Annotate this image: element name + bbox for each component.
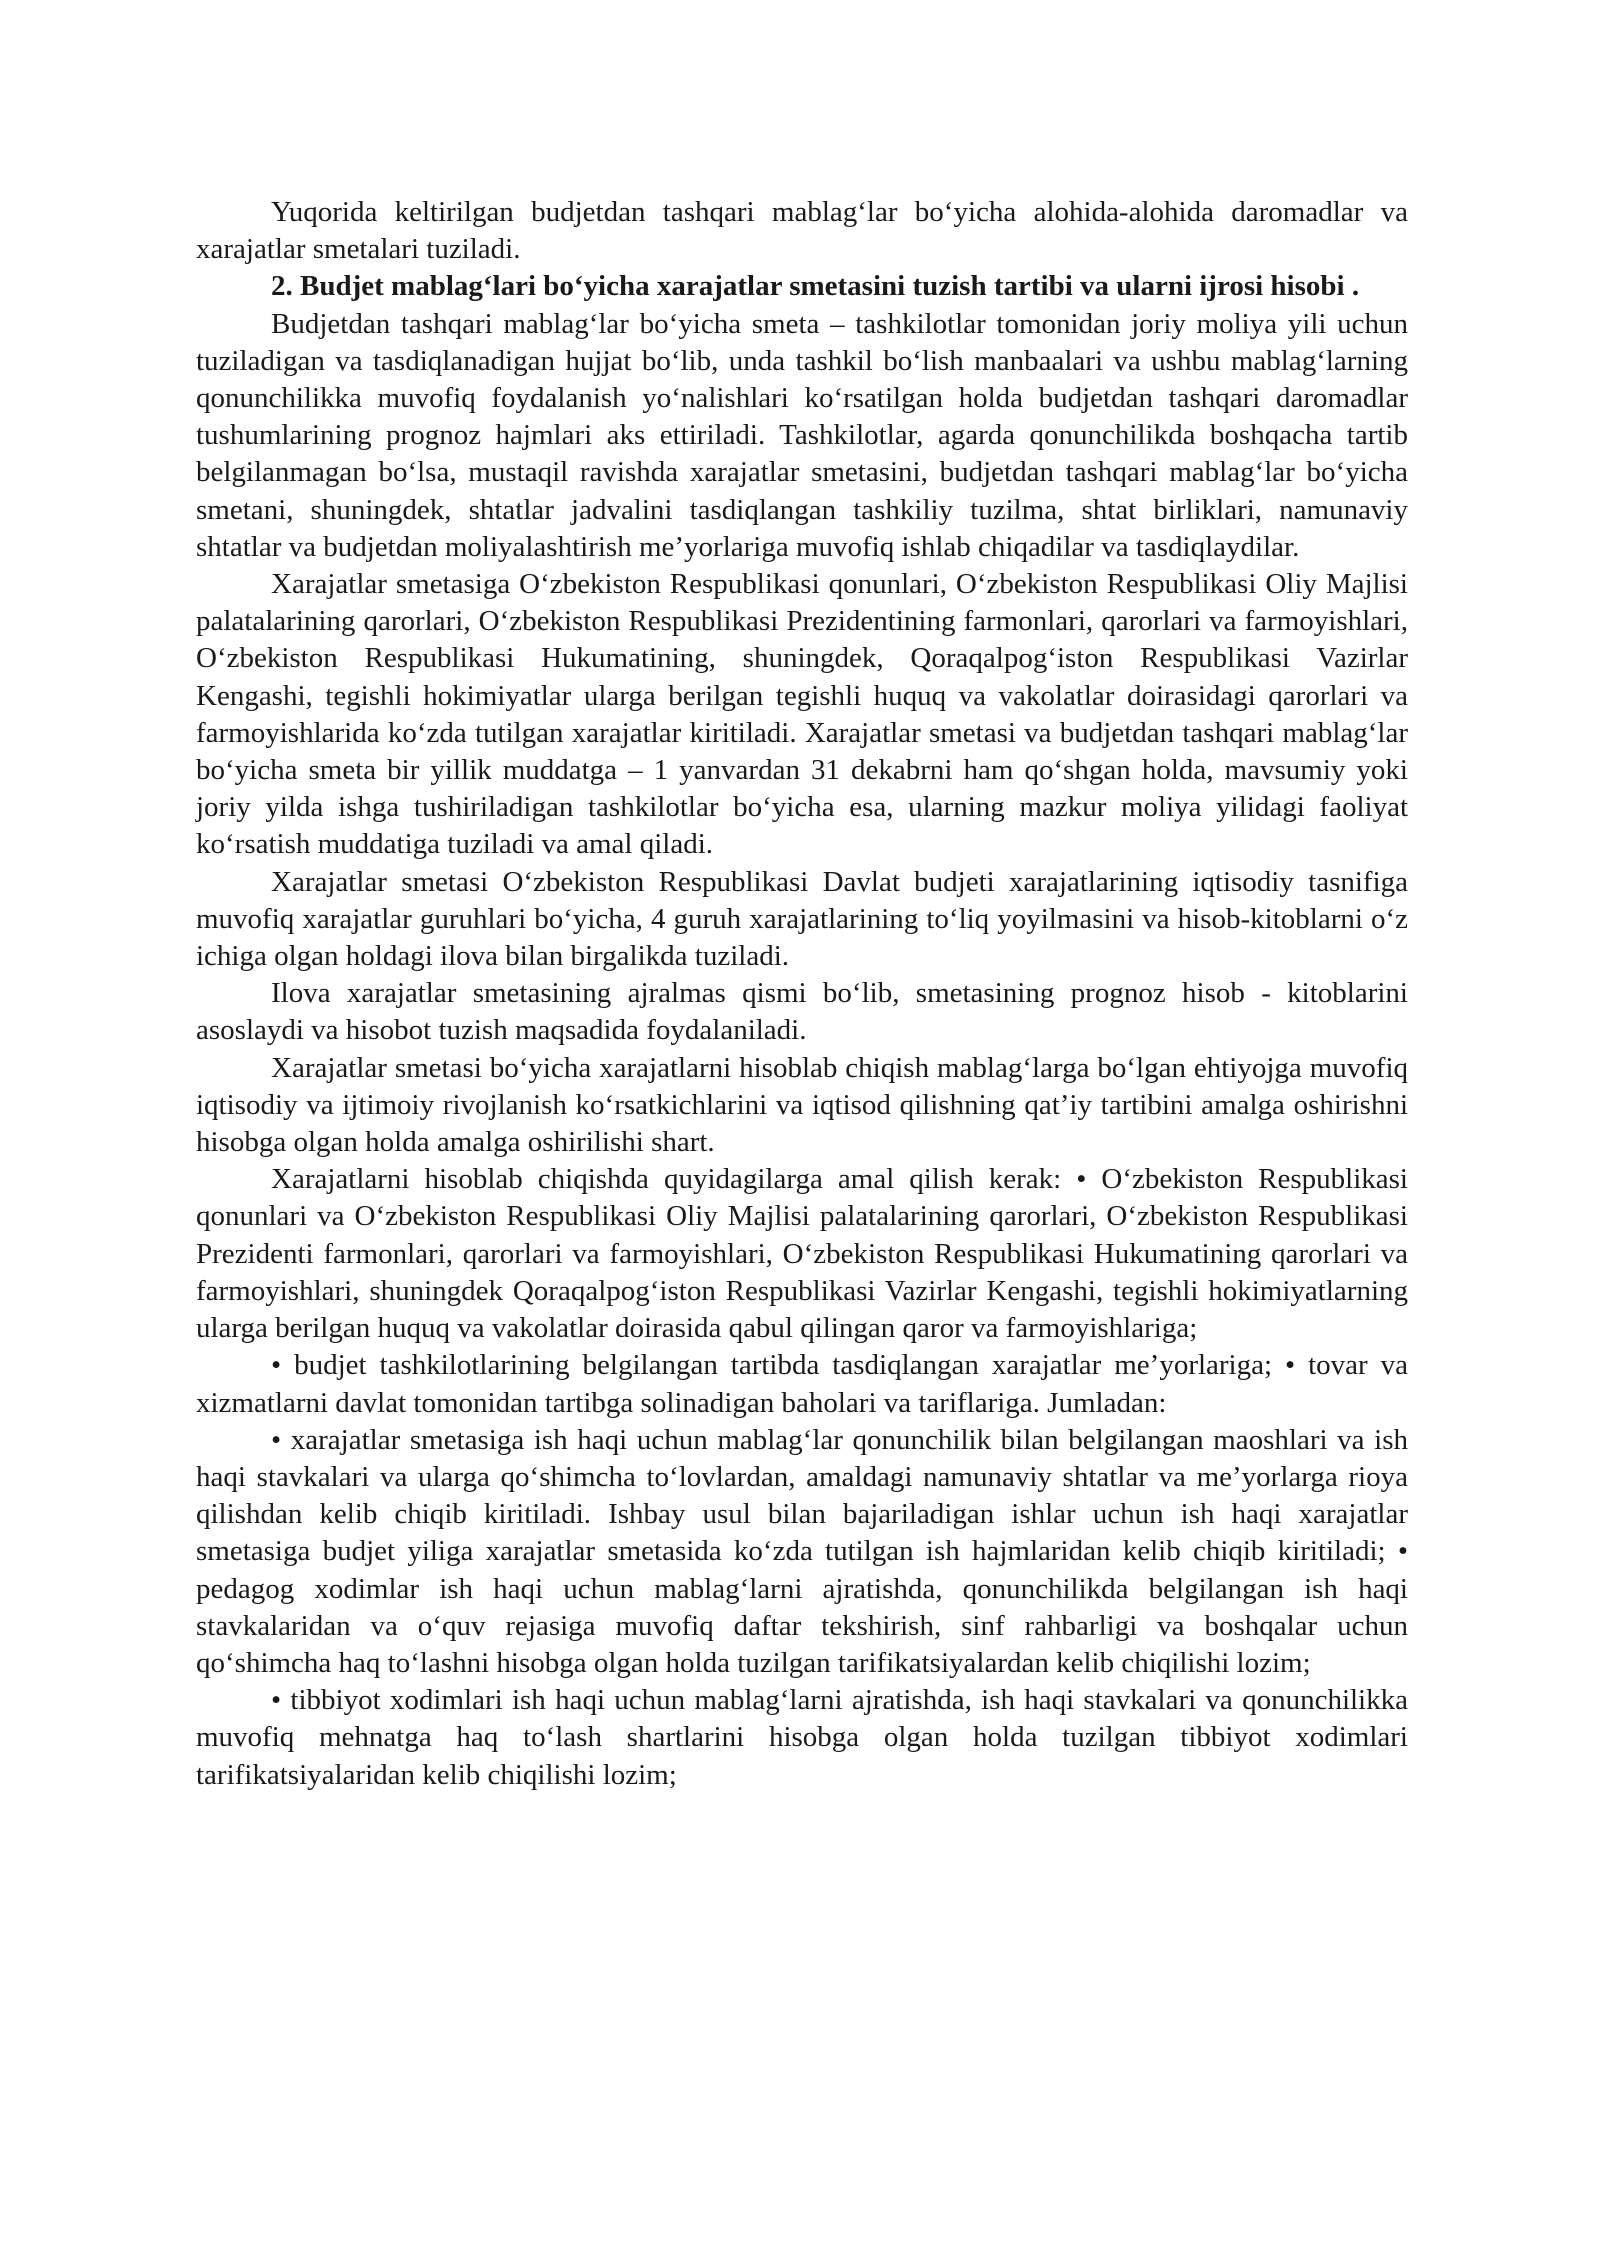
- paragraph-appendix: Ilova xarajatlar smetasining ajralmas qismi bo‘lib, smetasining prognoz hisob - kitoblarini asoslaydi va hisobot tuzish maqsadida foydalaniladi.: [196, 977, 1408, 1047]
- paragraph-calculation: Xarajatlar smetasi bo‘yicha xarajatlarni hisoblab chiqish mablag‘larga bo‘lgan ehtiyojga muvofiq iqtisodiy va ijtimoiy rivojlanish ko‘rsatkichlarini va iqtisod qilishning qat’iy tartibini amalga oshirishni hisobga olgan holda amalga oshirilishi shart.: [196, 1051, 1408, 1159]
- paragraph-intro: Yuqorida keltirilgan budjetdan tashqari mablag‘lar bo‘yicha alohida-alohida daromadlar va xarajatlar smetalari tuziladi.: [196, 196, 1408, 266]
- paragraph-calculation-rules: Xarajatlarni hisoblab chiqishda quyidagilarga amal qilish kerak: • O‘zbekiston Respublikasi qonunlari va O‘zbekiston Respublikasi Oliy Majlisi palatalarining qarorlari, O‘zbekiston Respublikasi Prezidenti farmonlari, qarorlari va farmoyishlari, O‘zbekiston Respublikasi Hukumatining qarorlari va farmoyishlari, shuningdek Qoraqalpog‘iston Respublikasi Vazirlar Kengashi, tegishli hokimiyatlarning ularga berilgan huquq va vakolatlar doirasida qabul qilingan qaror va farmoyishlariga;: [196, 1163, 1408, 1345]
- bullet-medical-staff: • tibbiyot xodimlari ish haqi uchun mablag‘larni ajratishda, ish haqi stavkalari va qonunchilikka muvofiq mehnatga haq to‘lash shartlarini hisobga olgan holda tuzilgan tibbiyot xodimlari tarifikatsiyalaridan kelib chiqilishi lozim;: [196, 1684, 1408, 1791]
- paragraph-smeta-classification: Xarajatlar smetasi O‘zbekiston Respublikasi Davlat budjeti xarajatlarining iqtisodiy tasnifiga muvofiq xarajatlar guruhlari bo‘yicha, 4 guruh xarajatlarining to‘liq yoyilmasini va hisob-kitoblarni o‘z ichiga olgan holdagi ilova bilan birgalikda tuziladi.: [196, 865, 1408, 973]
- paragraph-smeta-definition: Budjetdan tashqari mablag‘lar bo‘yicha smeta – tashkilotlar tomonidan joriy moliya yili uchun tuziladigan va tasdiqlanadigan hujjat bo‘lib, unda tashkil bo‘lish manbaalari va ushbu mablag‘larning qonunchilikka muvofiq foydalanish yo‘nalishlari ko‘rsatilgan holda budjetdan tashqari daromadlar tushumlarining prognoz hajmlari aks ettiriladi. Tashkilotlar, agarda qonunchilikda boshqacha tartib belgilanmagan bo‘lsa, mustaqil ravishda xarajatlar smetasini, budjetdan tashqari mablag‘lar bo‘yicha smetani, shuningdek, shtatlar jadvalini tasdiqlangan tashkiliy tuzilma, shtat birliklari, namunaviy shtatlar va budjetdan moliyalashtirish me’yorlariga muvofiq ishlab chiqadilar va tasdiqlaydilar.: [196, 307, 1408, 563]
- bullet-salary: • xarajatlar smetasiga ish haqi uchun mablag‘lar qonunchilik bilan belgilangan maoshlari va ish haqi stavkalari va ularga qo‘shimcha to‘lovlardan, amaldagi namunaviy shtatlar va me’yorlarga rioya qilishdan kelib chiqib kiritiladi. Ishbay usul bilan bajariladigan ishlar uchun ish haqi xarajatlar smetasiga budjet yiliga xarajatlar smetasida ko‘zda tutilgan ish hajmlaridan kelib chiqib kiritiladi; • pedagog xodimlar ish haqi uchun mablag‘larni ajratishda, qonunchilikda belgilangan ish haqi stavkalaridan va o‘quv rejasiga muvofiq daftar tekshirish, sinf rahbarligi va boshqalar uchun qo‘shimcha haq to‘lashni hisobga olgan holda tuzilgan tarifikatsiyalardan kelib chiqilishi lozim;: [196, 1423, 1408, 1679]
- document-page: [196, 194, 1408, 1794]
- section-heading: 2. Budjet mablag‘lari bo‘yicha xarajatlar smetasini tuzish tartibi va ularni ijrosi hisobi .: [271, 270, 1360, 303]
- paragraph-smeta-contents: Xarajatlar smetasiga O‘zbekiston Respublikasi qonunlari, O‘zbekiston Respublikasi Oliy Majlisi palatalarining qarorlari, O‘zbekiston Respublikasi Prezidentining farmonlari, qarorlari va farmoyishlari, O‘zbekiston Respublikasi Hukumatining, shuningdek, Qoraqalpog‘iston Respublikasi Vazirlar Kengashi, tegishli hokimiyatlar ularga berilgan tegishli huquq va vakolatlar doirasidagi qarorlari va farmoyishlarida ko‘zda tutilgan xarajatlar kiritiladi. Xarajatlar smetasi va budjetdan tashqari mablag‘lar bo‘yicha smeta bir yillik muddatga – 1 yanvardan 31 dekabrni ham qo‘shgan holda, mavsumiy yoki joriy yilda ishga tushiriladigan tashkilotlar bo‘yicha esa, ularning mazkur moliya yilidagi faoliyat ko‘rsatish muddatiga tuziladi va amal qiladi.: [196, 568, 1408, 861]
- bullet-norms-tariffs: • budjet tashkilotlarining belgilangan tartibda tasdiqlangan xarajatlar me’yorlariga; • tovar va xizmatlarni davlat tomonidan tartibga solinadigan baholari va tariflariga. Jumladan:: [196, 1349, 1408, 1419]
